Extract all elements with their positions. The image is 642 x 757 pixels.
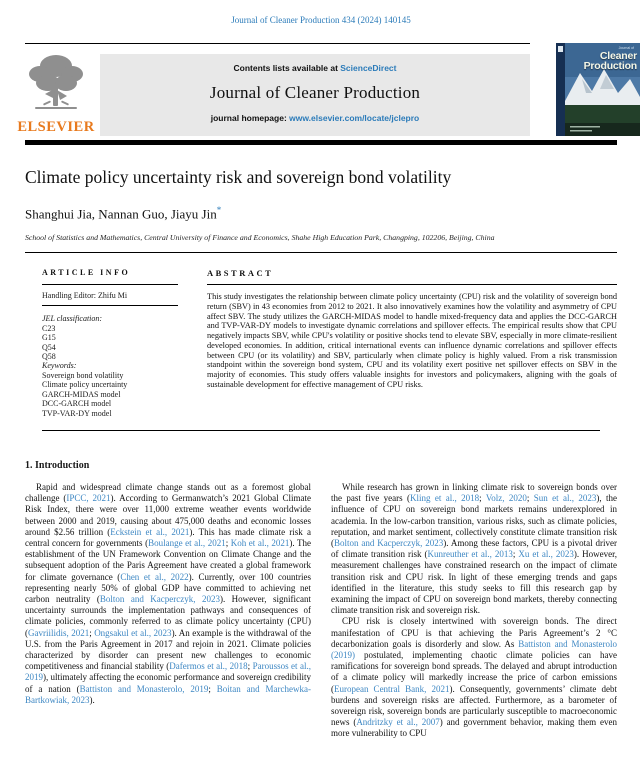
text-run: ). This has made climate risk a central concern for governments ( [25,526,311,549]
text-run: ). However, significant uncertainty surrounds the implementation pathways and consequences of climate policies, commonly referred to as climate policy uncertainty (CPU) ( [25,594,311,638]
citation-link[interactable]: Eckstein et al., 2021 [110,526,190,537]
text-run: ; [512,549,519,560]
elsevier-tree-icon [23,50,89,116]
contents-prefix: Contents lists available at [233,63,341,73]
citation-link[interactable]: Battiston and Monasterolo (2019) [331,638,617,661]
abstract-heading: ABSTRACT [207,268,274,278]
jel-codes-list [42,324,192,362]
contents-available-line [100,63,530,73]
citation-link[interactable]: Andritzky et al., 2007 [356,717,440,728]
paragraph [25,482,311,706]
keywords-label: Keywords: [42,361,77,370]
paragraph [331,482,617,616]
citation-link[interactable]: Koh et al., 2021 [230,538,290,549]
list-item: DCC-GARCH model [42,399,112,409]
text-run: postulated, implementing chaotic climate policies can have ramifications for sovereign bond spreads. The delayed and abrupt introduction of a climate policy will markedly increase the price of carbon emissions ( [331,650,617,694]
elsevier-logo[interactable] [14,50,98,138]
text-run: While research has grown in linking climate risk to sovereign bonds over the past five years ( [331,482,617,504]
journal-homepage-link[interactable]: www.elsevier.com/locate/jclepro [289,113,420,123]
list-item: Q54 [42,342,56,352]
citation-link[interactable]: Dafermos et al., 2018 [169,661,248,672]
author-names: Shanghui Jia, Nannan Guo, Jiayu Jin [25,206,217,222]
abstract-rule [207,284,617,285]
text-run: Rapid and widespread climate change stands out as a foremost global challenge ( [25,482,311,504]
list-item: G15 [42,333,56,343]
list-item: GARCH-MIDAS model [42,389,121,399]
citation-link[interactable]: Bolton and Kacperczyk, 2023 [99,594,220,605]
citation-link[interactable]: IPCC, 2021 [66,493,111,504]
text-run: ). [89,694,95,705]
info-block-bottom-rule [42,430,600,431]
citation-link[interactable]: Boulange et al., 2021 [148,538,226,549]
text-run: ; [225,538,231,549]
text-run: ; [208,683,217,694]
author-affiliation: School of Statistics and Mathematics, Central University of Finance and Economics, Shahe High Education Park, Changping, 102206, Beijing, China [25,233,495,242]
list-item: TVP-VAR-DY model [42,408,112,418]
banner-top-rule [25,43,530,44]
corresponding-author-mark[interactable]: * [216,205,222,215]
list-item: Climate policy uncertainty [42,380,128,390]
text-run: CPU risk is closely intertwined with sovereign bonds. The direct manifestation of CPU is that achieving the Paris Agreement’s 2 °C decarbonization goals is disorderly and slow. As [331,616,617,649]
text-run: ). Among these factors, CPU is a pivotal driver of climate transition risk ( [331,538,617,560]
abstract-text: This study investigates the relationship between climate policy uncertainty (CPU) risk and the volatility of sovereign bond return (SBV) in 43 economies from 2012 to 2021. It also innovatively examines how the volatility and asymmetry of CPU affect SBV. The study utilizes the GARCH-MIDAS model to handle mixed-frequency data and applies the DCC-GARCH and TVP-VAR-DY models to investigate dynamic correlations and spillover effects. The empirical results show that CPU negatively impacts SBV, while CPU's volatility or positive shocks tend to elevate SBV, especially in more climate-resilient developed economies. In addition, critical international events can influence dynamic correlations and spillover effects between CPU (or its volatility) and SBV, particularly when climate policy is highly valued. From a risk transmission standpoint within the sovereign bond system, CPU and its volatility exert positive net spillover effects on SBV in the majority of economies. This study offers valuable insights for investors and policymakers, aligning with the goals of sustainable development for effective management of CPU risks. [207,292,617,389]
citation-link[interactable]: Battiston and Monasterolo, 2019 [79,683,209,694]
text-run: ) and government behavior, making them even more vulnerability to CPU [331,717,617,739]
journal-cover-thumbnail[interactable] [556,43,640,136]
running-head-journal-ref: Journal of Cleaner Production 434 (2024) 140145 [231,15,411,25]
title-divider-rule [25,252,617,253]
cover-title-text: Cleaner Production [583,50,637,72]
article-info-rule [42,284,178,285]
article-info-heading: ARTICLE INFO [42,268,131,277]
keywords-block [42,361,202,419]
jel-label: JEL classification: [42,314,103,323]
body-left-column [25,482,311,706]
text-run: ). Consequently, governments’ climate debt burdens and sovereign risks are affected. Furthermore, as a barometer of sovereign risk, sovereign bonds are particularly susceptible to macroeconomic news ( [331,683,617,728]
text-run: ; [526,493,534,504]
text-run: ). An example is the withdrawal of the U.S. from the Paris Agreement in 2017 and rejoin in 2021. Climate policies characterized by disorder can present new challenges to economic competitiveness and financial stability ( [25,627,311,672]
text-run: ), ultimately affecting the economic performance and sovereign credibility of a nation ( [25,672,311,694]
citation-link[interactable]: Xu et al., 2023 [518,549,574,560]
text-run: ; [247,661,253,672]
homepage-prefix: journal homepage: [210,113,290,123]
text-run: ; [89,627,95,638]
list-item: Sovereign bond volatility [42,370,124,380]
list-item: Q58 [42,352,56,362]
sciencedirect-link[interactable]: ScienceDirect [340,63,397,73]
citation-link[interactable]: Volz, 2020 [485,493,527,504]
handling-editor-rule [42,305,178,306]
author-list [25,205,617,222]
citation-link[interactable]: Chen et al., 2022 [120,571,189,582]
citation-link[interactable]: Ongsakul et al., 2023 [94,627,172,638]
citation-link[interactable]: Kunreuther et al., 2013 [427,549,513,560]
citation-link[interactable]: Kling et al., 2018 [410,493,480,504]
paragraph [331,616,617,739]
journal-homepage-line [100,113,530,123]
handling-editor-line: Handling Editor: Zhifu Mi [42,291,128,300]
elsevier-wordmark: ELSEVIER [17,119,95,135]
section-heading-introduction: 1. Introduction [25,460,90,471]
cover-kicker-text: Journal of [618,46,634,50]
citation-link[interactable]: Paroussos et al., 2019 [25,661,311,683]
citation-link[interactable]: Bolton and Kacperczyk, 2023 [334,538,444,549]
journal-banner [100,54,530,136]
text-run: ). However, measurement challenges have constrained research on the impact of climate transition risk and CPU risk. In light of these emerging trends and gaps identified in the literature, this study seeks to fill this research gap by examining the impact of CPU on sovereign bond markets, thereby connecting climate transition risk and sovereign risk. [331,549,617,616]
text-run: ). Currently, over 100 countries representing nearly 50% of global GDP have committed to achieving net carbon neutrality ( [25,571,312,605]
journal-title: Journal of Cleaner Production [209,83,421,102]
text-run: ). The establishment of the UN Framework Convention on Climate Change and the subsequent adoption of the Paris Agreement have created a global framework for climate governance ( [25,538,311,582]
body-right-column [331,482,617,740]
keywords-list [42,371,202,419]
text-run: ; [479,493,486,504]
article-title: Climate policy uncertainty risk and sovereign bond volatility [25,167,452,187]
text-run: ), the influence of CPU on sovereign bond markets remains underexplored in academia. In the low-carbon transition, various risks, such as climate policies, reputation, and market sentiment, collectively constitute climate transition risk ( [331,493,617,549]
citation-link[interactable]: Boitan and Marchewka-Bartkowiak, 2023 [25,683,311,705]
banner-bottom-rule [25,140,617,145]
list-item: C23 [42,323,56,333]
citation-link[interactable]: Sun et al., 2023 [533,493,597,504]
citation-link[interactable]: European Central Bank, 2021 [334,683,450,694]
text-run: ). According to Germanwatch’s 2021 Global Climate Risk Index, there were over 11,000 extreme weather events worldwide between 2000 and 2019, causing about 475,000 deaths and economic losses around $2.56 trillion ( [25,493,311,537]
citation-link[interactable]: Gavriilidis, 2021 [28,627,90,638]
jel-classification-block [42,314,192,362]
